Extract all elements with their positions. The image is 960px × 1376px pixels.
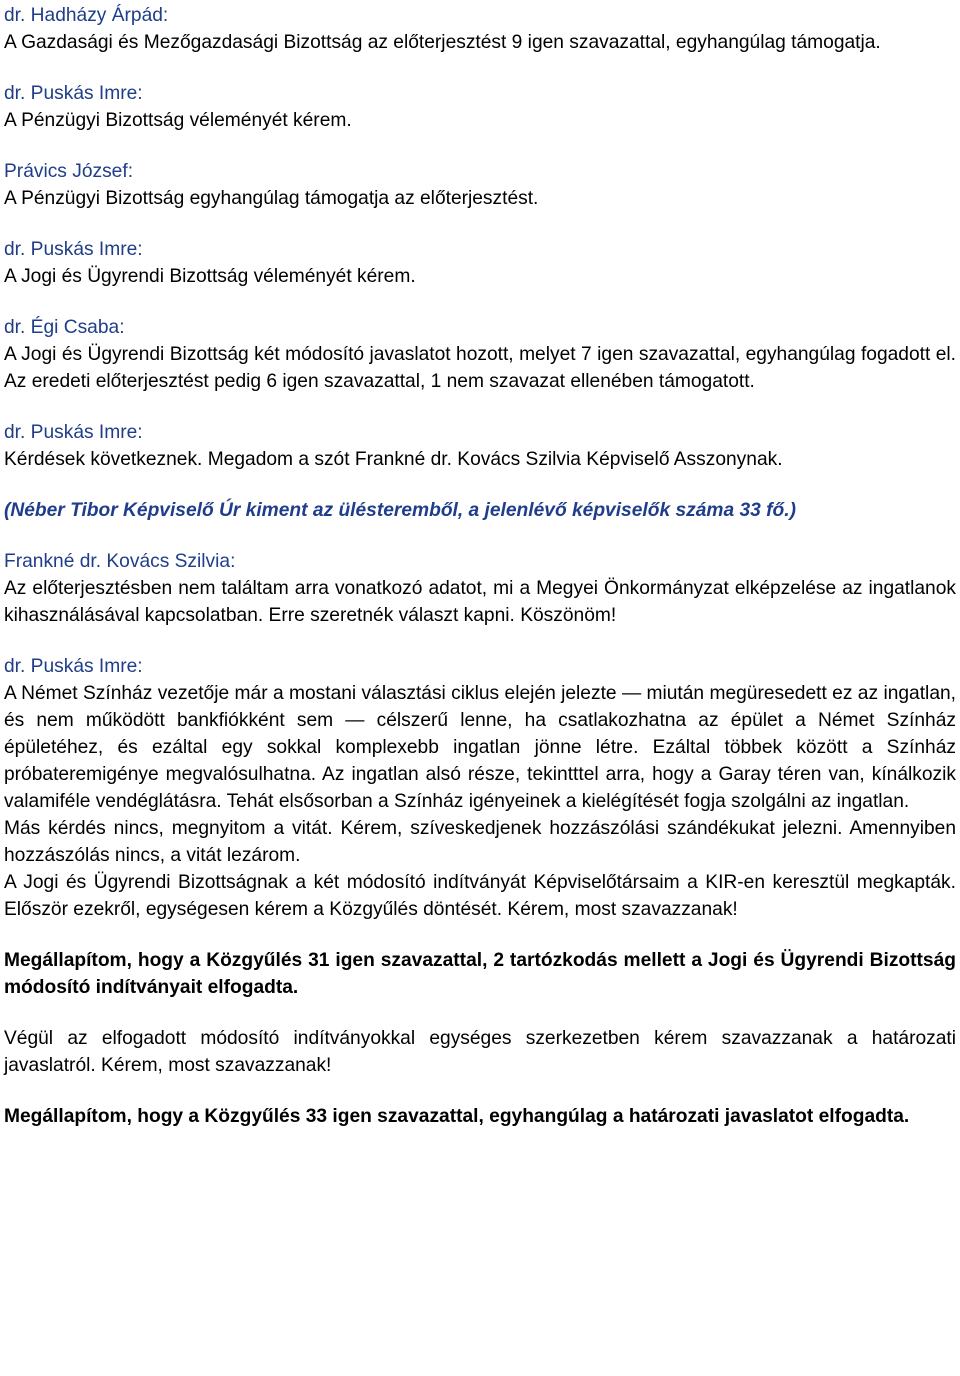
speaker-name: dr. Puskás Imre:	[4, 656, 143, 677]
speaker-name: dr. Égi Csaba:	[4, 317, 125, 338]
speaker-name: Frankné dr. Kovács Szilvia:	[4, 551, 236, 572]
transcript-entry	[4, 158, 956, 212]
transcript-entry	[4, 548, 956, 629]
resolution-statement	[4, 1103, 956, 1130]
transcript-entry	[4, 80, 956, 134]
resolution-text: Megállapítom, hogy a Közgyűlés 33 igen szavazattal, egyhangúlag a határozati javaslatot elfogadta.	[4, 1106, 910, 1127]
procedural-note	[4, 497, 956, 524]
speech-paragraph: A Pénzügyi Bizottság véleményét kérem.	[4, 110, 352, 131]
speech-paragraph: Végül az elfogadott módosító indítványokkal egységes szerkezetben kérem szavazzanak a határozati javaslatról. Kérem, most szavazzanak!	[4, 1028, 956, 1076]
speech-paragraph: Kérdések következnek. Megadom a szót Frankné dr. Kovács Szilvia Képviselő Asszonynak.	[4, 449, 783, 470]
resolution-statement	[4, 947, 956, 1001]
speaker-name: dr. Hadházy Árpád:	[4, 5, 169, 26]
transcript-entry	[4, 653, 956, 923]
transcript-entry	[4, 236, 956, 290]
speech-paragraph: Az előterjesztésben nem találtam arra vonatkozó adatot, mi a Megyei Önkormányzat elképzelése az ingatlanok kihasználásával kapcsolatban. Erre szeretnék választ kapni. Köszönöm!	[4, 578, 956, 626]
transcript-entry	[4, 1025, 956, 1079]
procedural-note-text: (Néber Tibor Képviselő Úr kiment az ülésteremből, a jelenlévő képviselők száma 33 fő.)	[4, 500, 796, 521]
transcript-entry	[4, 419, 956, 473]
speech-paragraph: A Német Színház vezetője már a mostani választási ciklus elején jelezte ― miután megüresedett ez az ingatlan, és nem működött bankfiókként sem ― célszerű lenne, ha csatlakozhatna az épület a Német Színház épületéhez, és ezáltal egy sokkal komplexebb ingatlan jönne létre. Ezáltal többek között a Színház próbateremigénye megvalósulhatna. Az ingatlan alsó része, tekintttel arra, hogy a Garay téren van, kínálkozik valamiféle vendéglátásra. Tehát elsősorban a Színház igényeinek a kielégítését fogja szolgálni az ingatlan.	[4, 683, 956, 812]
speaker-name: dr. Puskás Imre:	[4, 239, 143, 260]
transcript-entry	[4, 314, 956, 395]
speech-paragraph: Más kérdés nincs, megnyitom a vitát. Kérem, szíveskedjenek hozzászólási szándékukat jelezni. Amennyiben hozzászólás nincs, a vitát lezárom.	[4, 818, 956, 866]
speech-paragraph: A Jogi és Ügyrendi Bizottság véleményét kérem.	[4, 266, 416, 287]
speaker-name: dr. Puskás Imre:	[4, 422, 143, 443]
speaker-name: Právics József:	[4, 161, 134, 182]
speech-paragraph: A Jogi és Ügyrendi Bizottságnak a két módosító indítványát Képviselőtársaim a KIR-en keresztül megkapták. Először ezekről, egységesen kérem a Közgyűlés döntését. Kérem, most szavazzanak!	[4, 872, 956, 920]
transcript-entry	[4, 2, 956, 56]
speech-paragraph: A Jogi és Ügyrendi Bizottság két módosító javaslatot hozott, melyet 7 igen szavazattal, egyhangúlag fogadott el. Az eredeti előterjesztést pedig 6 igen szavazattal, 1 nem szavazat ellenében támogatott.	[4, 344, 956, 392]
speaker-name: dr. Puskás Imre:	[4, 83, 143, 104]
speech-paragraph: A Gazdasági és Mezőgazdasági Bizottság az előterjesztést 9 igen szavazattal, egyhangúlag támogatja.	[4, 32, 881, 53]
speech-paragraph: A Pénzügyi Bizottság egyhangúlag támogatja az előterjesztést.	[4, 188, 539, 209]
resolution-text: Megállapítom, hogy a Közgyűlés 31 igen szavazattal, 2 tartózkodás mellett a Jogi és Ügyrendi Bizottság módosító indítványait elfogadta.	[4, 950, 956, 998]
